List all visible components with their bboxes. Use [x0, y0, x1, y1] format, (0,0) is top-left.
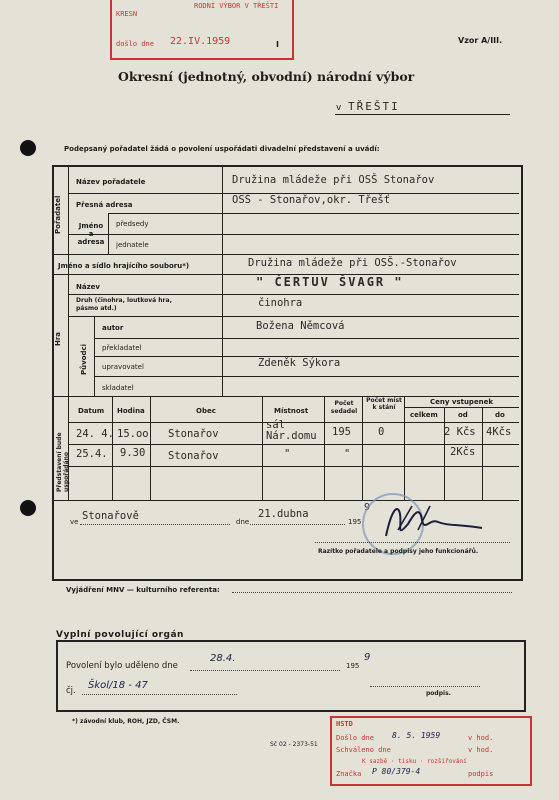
label-nazev-poradatele: Název pořadatele [76, 178, 146, 186]
value-soubor: Družina mládeže při OSŠ.-Stonařov [248, 257, 457, 269]
value-druh: činohra [258, 297, 303, 309]
hstd-line2-suffix: v hod. [468, 746, 494, 754]
label-presna-adresa: Přesná adresa [76, 201, 133, 209]
th-stani: Počet míst k stání [366, 397, 402, 411]
value-nazev-hry: " ČERTUV ŠVAGR " [256, 275, 404, 289]
hstd-line4-value: P 80/379-4 [372, 767, 421, 776]
hstd-line1-suffix: v hod. [468, 734, 494, 742]
signature-caption: Razítko pořadatele a podpisy jeho funkcionářů. [318, 548, 479, 555]
ve-prefix: ve [70, 518, 79, 526]
permission-year-suffix: 9 [364, 652, 371, 663]
th-datum: Datum [78, 407, 105, 415]
label-druh: Druh (činohra, loutková hra, pásmo atd.) [76, 297, 172, 312]
place: TŘEŠTI [348, 100, 400, 113]
row2-mistnost: " [284, 448, 291, 460]
year-suffix: 9 [364, 502, 371, 513]
hstd-line3: K sazbě · tisku · rozšiřování [362, 758, 467, 765]
cj-value: Škol/18 - 47 [88, 680, 148, 691]
hstd-line4-suffix: podpis [468, 770, 494, 778]
th-od: od [458, 411, 468, 419]
cj-prefix: čj. [66, 686, 76, 696]
value-presna-adresa: OSŠ - Stonařov,okr. Třešť [232, 194, 391, 206]
section-poradatel: Pořadatel [54, 195, 62, 234]
received-stamp-prefix: došlo dne [116, 40, 154, 48]
row1-do: 4Kčs [486, 426, 512, 438]
hstd-title: HSTD [336, 720, 353, 728]
th-mistnost: Místnost [274, 407, 309, 415]
label-predsedy: předsedy [116, 220, 149, 228]
row1-obec: Stonařov [168, 428, 219, 440]
mnv-label: Vyjádření MNV — kulturního referenta: [66, 586, 220, 594]
section-predstaveni: Představení bude uspořádáno [56, 432, 70, 492]
value-autor: Božena Němcová [256, 320, 345, 332]
row2-datum: 25.4. [76, 448, 108, 460]
authority-box [56, 640, 526, 712]
authority-heading: Vyplní povolující orgán [56, 630, 184, 640]
hstd-line4: Značka [336, 770, 362, 778]
label-prekladatel: překladatel [102, 344, 142, 352]
th-hodina: Hodina [117, 407, 145, 415]
punch-hole-bottom [20, 500, 36, 516]
label-autor: autor [102, 324, 124, 332]
intro-text: Podepsaný pořadatel žádá o povolení uspořádati divadelní představení a uvádí: [64, 145, 380, 153]
value-upravovatel: Zdeněk Sýkora [258, 357, 341, 369]
permission-date: 28.4. [210, 653, 236, 664]
received-stamp-line2: RODNÍ VÝBOR V TŘEŠTI [194, 2, 279, 10]
page-title: Okresní (jednotný, obvodní) národní výbor [118, 69, 415, 84]
stamp-number: I [276, 40, 279, 49]
th-obec: Obec [196, 407, 216, 415]
label-nazev-hry: Název [76, 283, 100, 291]
place-prefix: v [336, 103, 342, 113]
row2-obec: Stonařov [168, 450, 219, 462]
hstd-line2: Schváleno dne [336, 746, 391, 754]
label-jmeno-adresa: Jméno a adresa [77, 222, 105, 246]
row1-mistnost: sál Nár.domu [266, 419, 317, 442]
row1-stani: 0 [378, 426, 385, 438]
row1-sedadla: 195 [332, 426, 351, 438]
row1-datum: 24. 4. [76, 428, 114, 440]
th-ceny: Ceny vstupenek [430, 398, 494, 406]
label-soubor: Jméno a sídlo hrajícího souboru*) [58, 262, 190, 270]
row2-hodina: 9.30 [120, 447, 146, 459]
row2-sedadla: " [344, 448, 351, 460]
hstd-stamp [330, 716, 532, 786]
podpis-label: podpis. [426, 690, 451, 697]
label-skladatel: skladatel [102, 384, 134, 392]
row2-od: 2Kčs [450, 446, 476, 458]
place-underline [335, 114, 510, 115]
label-upravovatel: upravovatel [102, 363, 144, 371]
received-stamp-date: 22.IV.1959 [170, 36, 231, 47]
row1-hodina: 15.oo [117, 428, 149, 440]
print-code: Sč 02 - 2373-51 [270, 741, 318, 748]
label-jednatele: jednatele [116, 241, 149, 249]
th-do: do [495, 411, 505, 419]
hstd-line1-value: 8. 5. 1959 [392, 731, 441, 740]
value-nazev-poradatele: Družina mládeže při OSŠ Stonařov [232, 174, 435, 186]
section-puvodci: Původci [80, 343, 88, 375]
form-label: Vzor A/III. [458, 36, 503, 45]
year-prefix: 195 [348, 518, 362, 526]
permission-prefix: Povolení bylo uděleno dne [66, 661, 178, 671]
section-hra: Hra [54, 331, 62, 346]
th-sedadla: Počet sedadel [330, 400, 358, 415]
dne-prefix: dne [236, 518, 250, 526]
dne-value: 21.dubna [258, 508, 309, 520]
hstd-line1: Došlo dne [336, 734, 374, 742]
received-stamp-line1: KRESN [116, 10, 138, 18]
received-stamp [110, 0, 294, 60]
permission-year-prefix: 195 [346, 662, 360, 670]
punch-hole-top [20, 140, 36, 156]
ve-value: Stonařově [82, 510, 139, 522]
th-celkem: celkem [410, 411, 438, 419]
handwritten-signature [378, 500, 488, 542]
footnote: *) závodní klub, ROH, JZD, ČSM. [72, 718, 180, 725]
row1-od: 2 Kčs [444, 426, 476, 438]
